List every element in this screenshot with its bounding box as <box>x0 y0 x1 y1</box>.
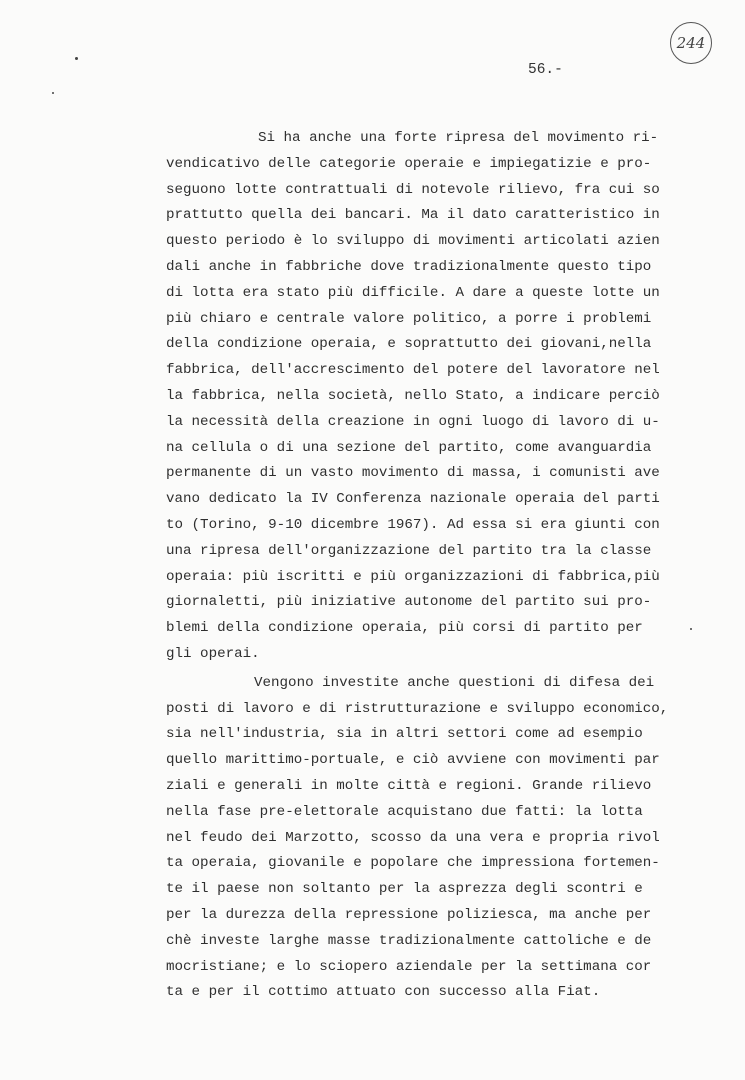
text-line: vano dedicato la IV Conferenza nazionale operaia del parti <box>166 491 660 508</box>
text-line: la necessità della creazione in ogni luogo di lavoro di u- <box>166 413 660 430</box>
text-line: più chiaro e centrale valore politico, a porre i problemi <box>166 310 652 327</box>
text-line: di lotta era stato più difficile. A dare a queste lotte un <box>166 284 660 301</box>
text-line: la fabbrica, nella società, nello Stato, a indicare perciò <box>166 387 660 404</box>
paragraph <box>166 126 706 668</box>
text-line: to (Torino, 9-10 dicembre 1967). Ad essa si era giunti con <box>166 516 660 533</box>
text-line: vendicativo delle categorie operaie e impiegatizie e pro- <box>166 155 652 172</box>
archive-stamp-number: 244 <box>676 34 706 52</box>
text-line: questo periodo è lo sviluppo di movimenti articolati azien <box>166 233 660 250</box>
text-line: nella fase pre-elettorale acquistano due fatti: la lotta <box>166 803 643 820</box>
text-line: Vengono investite anche questioni di difesa dei <box>254 674 655 691</box>
text-line: ziali e generali in molte città e regioni. Grande rilievo <box>166 777 652 794</box>
text-line: Si ha anche una forte ripresa del movimento ri- <box>258 130 659 146</box>
text-line: quello marittimo-portuale, e ciò avviene con movimenti par <box>166 752 660 769</box>
text-line: gli operai. <box>166 645 260 662</box>
text-line: una ripresa dell'organizzazione del partito tra la classe <box>166 542 652 559</box>
text-line: della condizione operaia, e soprattutto dei giovani,nella <box>166 336 652 353</box>
body-text <box>166 126 706 1006</box>
text-line: blemi della condizione operaia, più corsi di partito per <box>166 620 643 637</box>
text-line: te il paese non soltanto per la asprezza degli scontri e <box>166 881 643 898</box>
text-line: na cellula o di una sezione del partito, come avanguardia <box>166 439 652 456</box>
scan-speck <box>75 57 78 60</box>
page-number: 56.- <box>528 62 563 78</box>
text-line: permanente di un vasto movimento di massa, i comunisti ave <box>166 465 660 482</box>
text-line: seguono lotte contrattuali di notevole rilievo, fra cui so <box>166 181 660 198</box>
archive-stamp <box>670 22 712 64</box>
text-line: chè investe larghe masse tradizionalmente cattoliche e de <box>166 932 652 949</box>
paragraph <box>166 671 706 1006</box>
text-line: fabbrica, dell'accrescimento del potere del lavoratore nel <box>166 362 660 379</box>
text-line: mocristiane; e lo sciopero aziendale per la settimana cor <box>166 958 652 975</box>
text-line: giornaletti, più iniziative autonome del partito sui pro- <box>166 594 652 611</box>
text-line: per la durezza della repressione poliziesca, ma anche per <box>166 906 652 923</box>
scan-speck <box>52 92 54 94</box>
text-line: dali anche in fabbriche dove tradizionalmente questo tipo <box>166 258 652 275</box>
text-line: ta operaia, giovanile e popolare che impressiona fortemen- <box>166 855 660 872</box>
text-line: sia nell'industria, sia in altri settori come ad esempio <box>166 726 643 743</box>
text-line: prattutto quella dei bancari. Ma il dato caratteristico in <box>166 207 660 224</box>
text-line: nel feudo dei Marzotto, scosso da una vera e propria rivol <box>166 829 660 846</box>
text-line: posti di lavoro e di ristrutturazione e sviluppo economico, <box>166 700 669 717</box>
text-line: ta e per il cottimo attuato con successo alla Fiat. <box>166 984 601 1001</box>
text-line: operaia: più iscritti e più organizzazioni di fabbrica,più <box>166 568 660 585</box>
